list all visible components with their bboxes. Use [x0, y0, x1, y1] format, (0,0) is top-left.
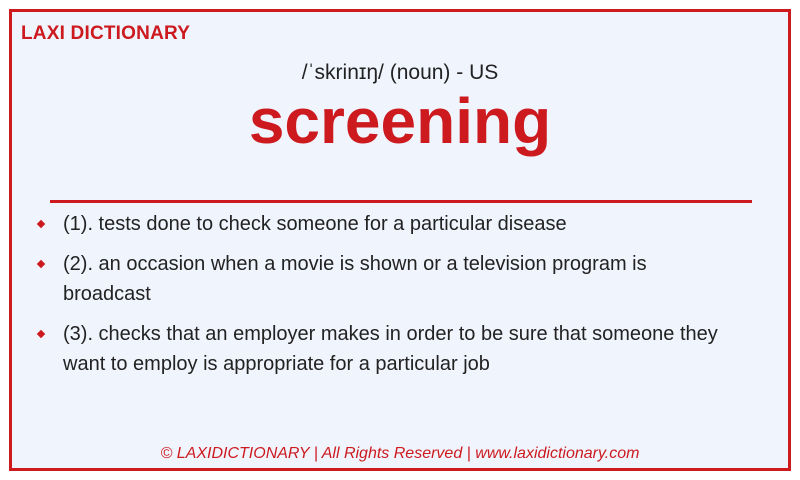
- bullet-icon: [37, 260, 45, 268]
- dictionary-card: [9, 9, 791, 471]
- brand-logo-text: LAXI DICTIONARY: [21, 23, 191, 44]
- definition-item: [32, 209, 732, 239]
- definition-item: [32, 319, 732, 379]
- definition-text: (1). tests done to check someone for a particular disease: [63, 213, 567, 235]
- bullet-icon: [37, 220, 45, 228]
- definition-text: (3). checks that an employer makes in order to be sure that someone they want to employ is appropriate for a particular job: [63, 323, 718, 375]
- definitions-list: [32, 209, 732, 389]
- pronunciation: /ˈskrinɪŋ/ (noun) - US: [301, 61, 499, 84]
- definition-item: [32, 249, 732, 309]
- definition-text: (2). an occasion when a movie is shown or a television program is broadcast: [63, 253, 647, 305]
- headword: screening: [248, 85, 552, 157]
- copyright-footer: © LAXIDICTIONARY | All Rights Reserved | www.laxidictionary.com: [160, 445, 640, 462]
- divider: [50, 200, 752, 203]
- bullet-icon: [37, 330, 45, 338]
